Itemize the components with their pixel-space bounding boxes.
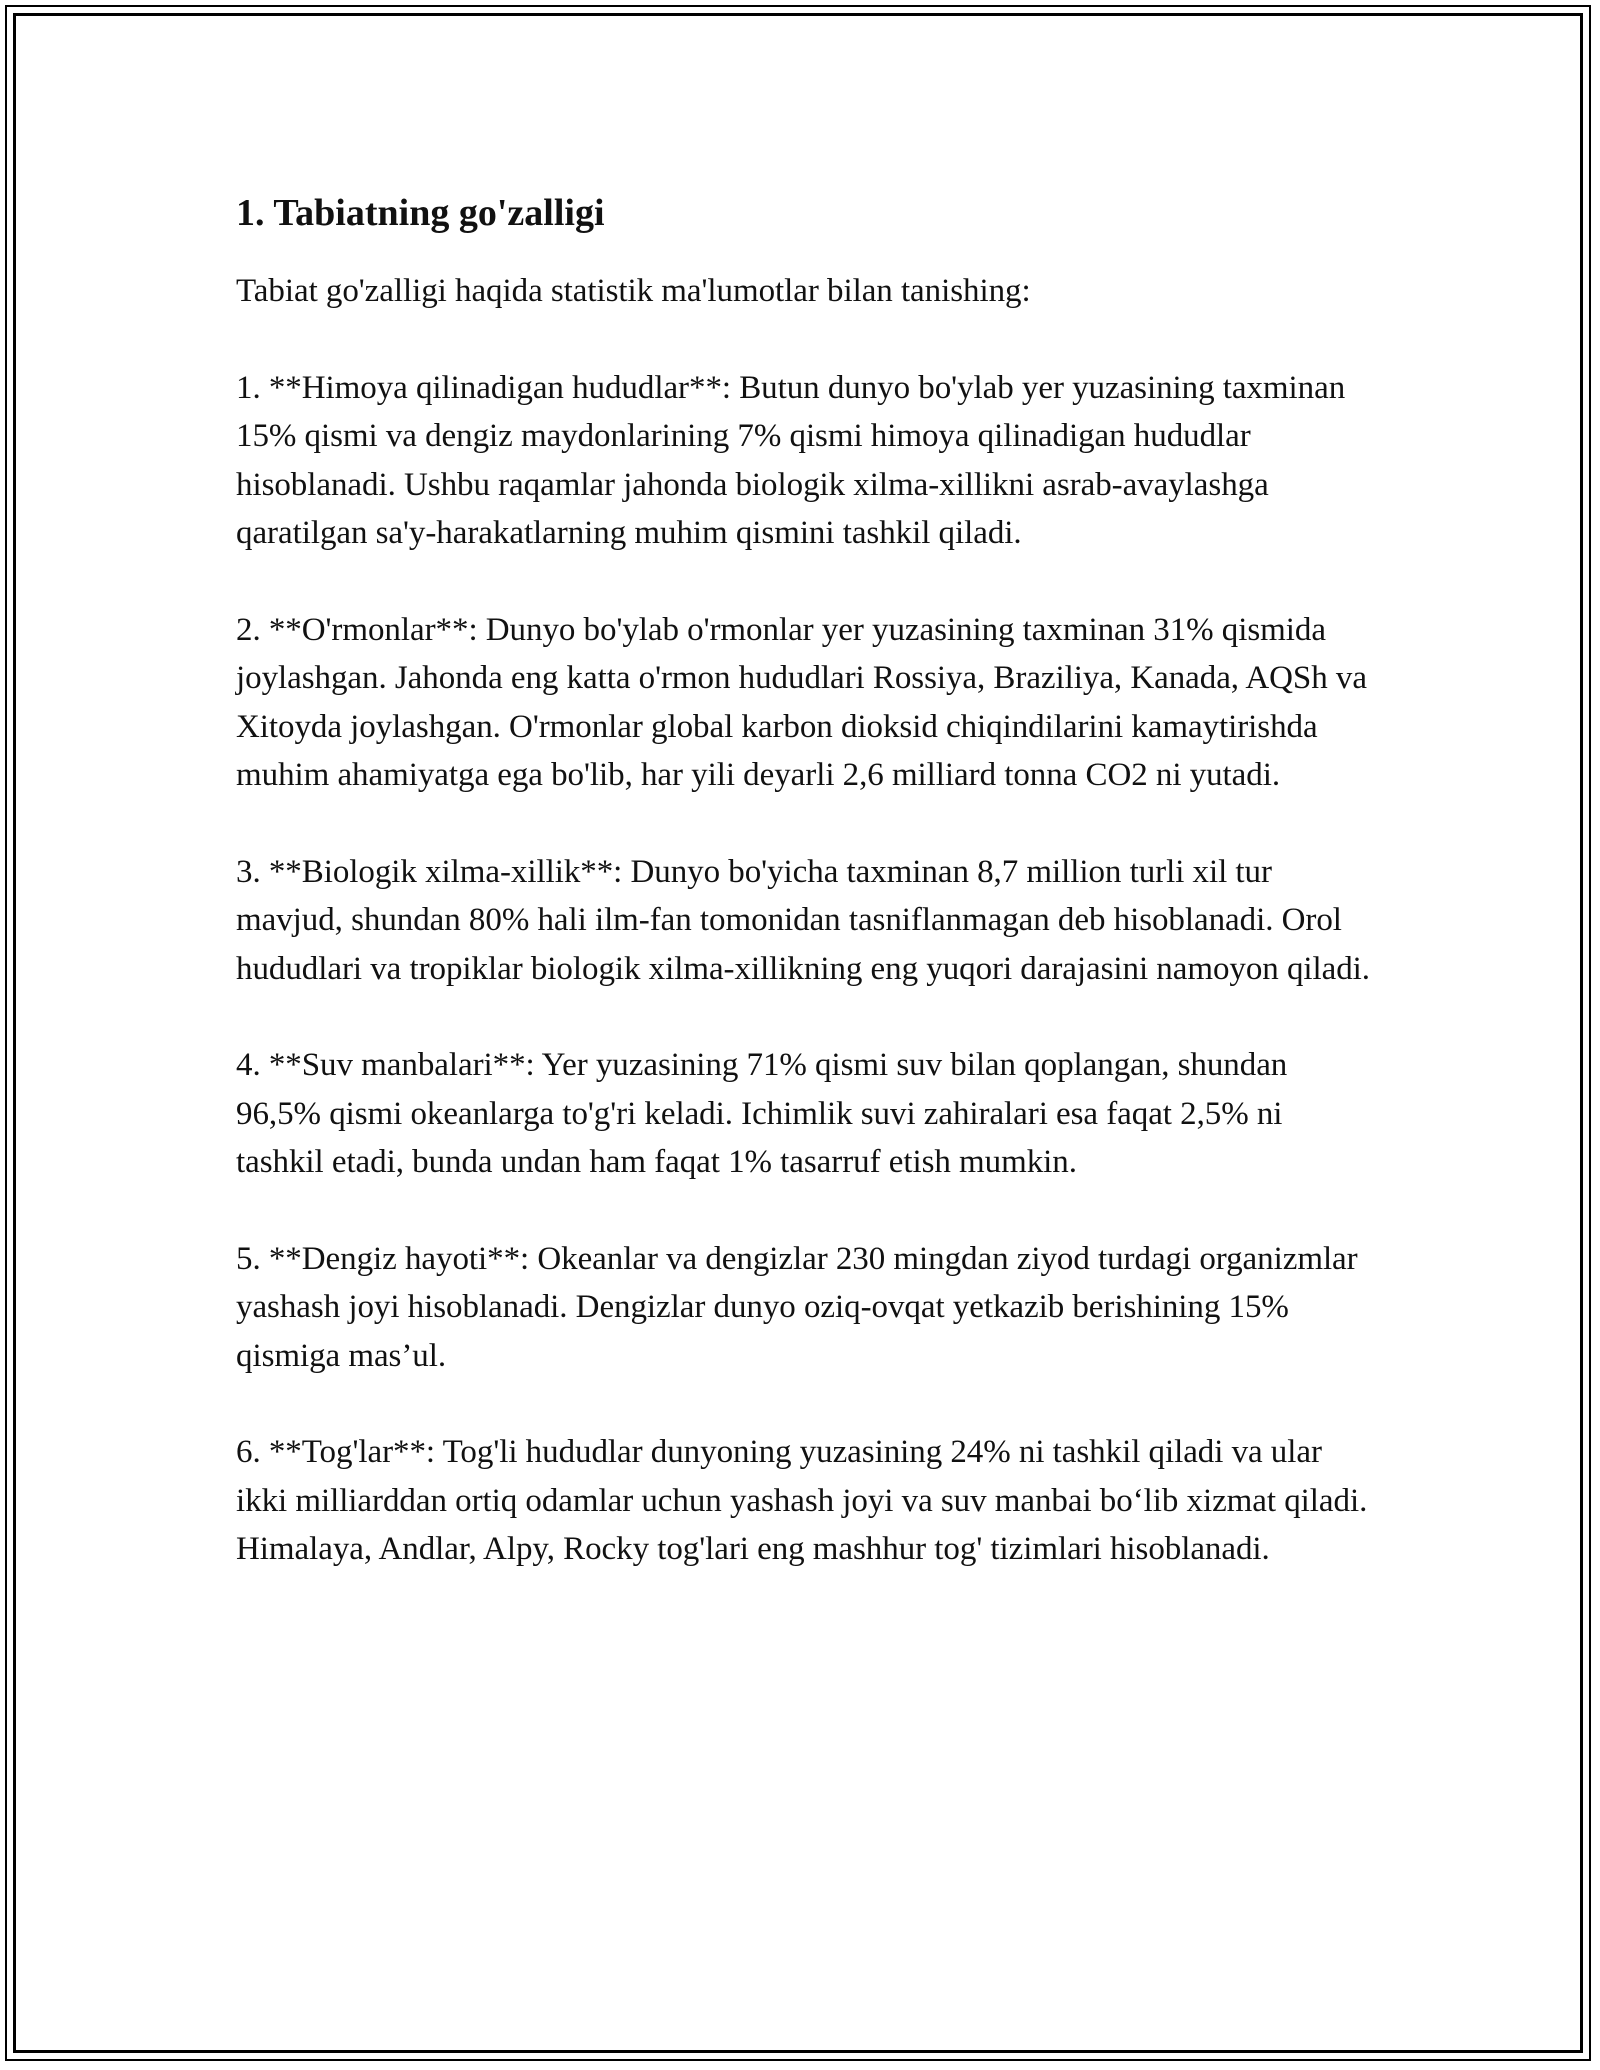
paragraph-mountains: 6. **Tog'lar**: Tog'li hududlar dunyoning yuzasining 24% ni tashkil qiladi va ular ikki milliarddan ortiq odamlar uchun yashash joyi va suv manbai bo‘lib xizmat qiladi. Himalaya, Andlar, Alpy, Rocky tog'lari eng mashhur tog' tizimlari hisoblanadi. xyxy=(236,1434,1368,1567)
paragraph-biodiversity: 3. **Biologik xilma-xillik**: Dunyo bo'yicha taxminan 8,7 million turli xil tur mavjud, shundan 80% hali ilm-fan tomonidan tasniflanmagan deb hisoblanadi. Orol hududlari va tropiklar biologik xilma-xillikning eng yuqori darajasini namoyon qiladi. xyxy=(236,853,1370,987)
paragraph-forests: 2. **O'rmonlar**: Dunyo bo'ylab o'rmonlar yer yuzasining taxminan 31% qismida joylashgan. Jahonda eng katta o'rmon hududlari Rossiya, Braziliya, Kanada, AQSh va Xitoyda joylashgan. O'rmonlar global karbon dioksid chiqindilarini kamaytirishda muhim ahamiyatga ega bo'lib, har yili deyarli 2,6 milliard tonna CO2 ni yutadi. xyxy=(236,611,1367,793)
page-title: 1. Tabiatning go'zalligi xyxy=(236,192,605,234)
paragraph-protected-areas: 1. **Himoya qilinadigan hududlar**: Butun dunyo bo'ylab yer yuzasining taxminan 15% qismi va dengiz maydonlarining 7% qismi himoya qilinadigan hududlar hisoblanadi. Ushbu raqamlar jahonda biologik xilma-xillikni asrab-avaylashga qaratilgan sa'y-harakatlarning muhim qismini tashkil qiladi. xyxy=(236,369,1346,551)
paragraph-water-resources: 4. **Suv manbalari**: Yer yuzasining 71% qismi suv bilan qoplangan, shundan 96,5% qismi okeanlarga to'g'ri keladi. Ichimlik suvi zahiralari esa faqat 2,5% ni tashkil etadi, bunda undan ham faqat 1% tasarruf etish mumkin. xyxy=(236,1047,1288,1180)
paragraph-marine-life: 5. **Dengiz hayoti**: Okeanlar va dengizlar 230 mingdan ziyod turdagi organizmlar yashash joyi hisoblanadi. Dengizlar dunyo oziq-ovqat yetkazib berishining 15% qismiga mas’ul. xyxy=(236,1240,1358,1374)
intro-paragraph: Tabiat go'zalligi haqida statistik ma'lumotlar bilan tanishing: xyxy=(236,273,1031,309)
document-body xyxy=(236,187,1371,1622)
